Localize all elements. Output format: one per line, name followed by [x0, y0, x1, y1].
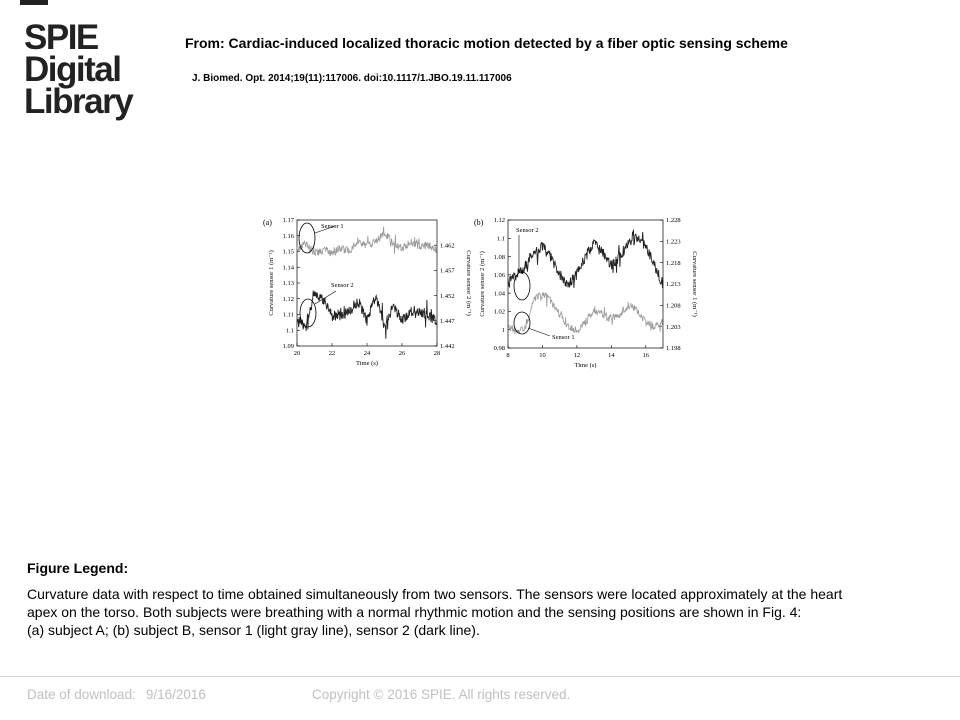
chart0-frame — [297, 220, 437, 346]
chart1-ytick-right-label: 1.223 — [666, 238, 681, 246]
chart1-ytick-label: 1.12 — [493, 217, 505, 225]
chart0-annotation-sensor-1-circle — [299, 223, 315, 253]
chart0-xtick-label: 22 — [328, 350, 336, 357]
logo-line-3: Library — [24, 82, 133, 121]
article-citation: J. Biomed. Opt. 2014;19(11):117006. doi:10.1117/1.JBO.19.11.117006 — [192, 73, 512, 84]
chart0-series-sensor-1-line — [297, 227, 437, 256]
figure — [255, 208, 700, 373]
chart1-annotation-sensor-2-label: Sensor 2 — [516, 227, 539, 234]
chart1-ytick-label: 1.06 — [493, 272, 505, 280]
chart0-xtick-label: 24 — [363, 350, 371, 357]
chart1-ytick-right-label: 1.218 — [666, 259, 681, 267]
chart0-ytick-right-label: 1.442 — [440, 343, 455, 351]
chart0-ytick-right-label: 1.447 — [440, 318, 455, 325]
chart1-xtick-label: 14 — [608, 352, 615, 359]
footer-divider — [0, 676, 960, 677]
chart0-ytick-label: 1.16 — [282, 232, 294, 240]
download-date-label: Date of download: — [27, 687, 136, 702]
spie-digital-library-logo — [24, 18, 133, 121]
chart0-ytick-label: 1.09 — [282, 343, 294, 351]
article-title: From: Cardiac-induced localized thoracic motion detected by a fiber optic sensing scheme — [185, 35, 788, 51]
chart0-ytick-right-label: 1.457 — [440, 267, 455, 275]
corner-mark — [20, 0, 48, 5]
legend-line-2: apex on the torso. Both subjects were breathing with a normal rhythmic motion and the sensing positions are shown in Fig. 4: — [27, 604, 802, 620]
chart1-ytick-label: 1.02 — [493, 308, 505, 316]
chart1-ytick-label: 1.1 — [496, 235, 505, 243]
chart1-annotation-sensor-1-leader — [528, 328, 550, 336]
chart1-y-axis-right-title: Curvature sensor 1 (m⁻¹) — [691, 251, 698, 317]
download-date-value: 9/16/2016 — [145, 687, 206, 702]
copyright-notice: Copyright © 2016 SPIE. All rights reserved. — [312, 687, 571, 702]
chart0-ytick-right-label: 1.452 — [440, 292, 455, 300]
chart1-ytick-right-label: 1.213 — [666, 281, 681, 289]
chart1-xtick-label: 10 — [539, 352, 546, 359]
chart0-y-axis-right-title: Curvature sensor 2 (m⁻¹) — [465, 250, 472, 316]
chart0-annotation-sensor-2-label: Sensor 2 — [331, 282, 354, 289]
chart0-annotation-sensor-1-label: Sensor 1 — [321, 223, 344, 230]
chart1-ytick-right-label: 1.208 — [666, 302, 681, 310]
logo-line-2: Digital — [24, 50, 121, 89]
chart1-ytick-right-label: 1.203 — [666, 323, 681, 331]
chart0-xtick-label: 20 — [293, 350, 301, 357]
chart1-x-axis-title: Time (s) — [574, 362, 597, 369]
chart1-annotation-sensor-2-circle — [514, 272, 530, 300]
chart0-ytick-label: 1.17 — [282, 217, 294, 225]
chart1-frame — [508, 220, 663, 348]
chart1-annotation-sensor-1-label: Sensor 1 — [552, 334, 575, 341]
chart0-ytick-label: 1.1 — [285, 327, 294, 335]
chart1-annotation-sensor-1-circle — [514, 312, 530, 334]
chart0-ytick-label: 1.12 — [282, 295, 294, 303]
chart1-series-sensor-1-line — [508, 292, 663, 334]
chart1-xtick-label: 8 — [506, 352, 510, 359]
chart0-panel-label: (a) — [263, 218, 272, 227]
chart0-x-axis-title: Time (s) — [356, 360, 378, 367]
chart0-ytick-right-label: 1.462 — [440, 242, 455, 250]
chart1-y-axis-title: Curvature sensor 2 (m⁻¹) — [479, 251, 486, 317]
chart1-panel-label: (b) — [474, 218, 484, 227]
legend-line-3: (a) subject A; (b) subject B, sensor 1 (light gray line), sensor 2 (dark line). — [27, 622, 480, 638]
chart1-xtick-label: 16 — [642, 352, 650, 359]
chart1-series-sensor-2-line — [508, 230, 663, 289]
chart0-series-sensor-2-line — [297, 291, 437, 339]
figure-svg — [255, 208, 700, 373]
chart0-ytick-label: 1.14 — [282, 264, 294, 272]
chart0-ytick-label: 1.13 — [282, 280, 294, 288]
chart1-ytick-right-label: 1.228 — [666, 217, 681, 225]
chart1-ytick-label: 1.04 — [493, 290, 505, 298]
chart1-xtick-label: 12 — [573, 352, 581, 359]
chart1-ytick-right-label: 1.198 — [666, 345, 681, 353]
chart0-xtick-label: 26 — [398, 350, 406, 357]
chart0-y-axis-title: Curvature sensor 1 (m⁻¹) — [268, 250, 275, 316]
chart1-ytick-label: 1 — [501, 326, 505, 334]
chart0-ytick-label: 1.15 — [282, 248, 294, 256]
logo-line-1: SPIE — [24, 18, 98, 57]
chart0-xtick-label: 28 — [433, 350, 441, 357]
chart1-ytick-label: 1.08 — [493, 253, 505, 261]
chart1-ytick-label: 0.98 — [493, 345, 505, 353]
chart0-ytick-label: 1.11 — [282, 311, 294, 319]
download-date — [27, 687, 206, 702]
figure-legend-heading: Figure Legend: — [27, 560, 129, 576]
figure-legend-text — [27, 585, 960, 639]
legend-line-1: Curvature data with respect to time obtained simultaneously from two sensors. The sensors were located approximately at the heart — [27, 586, 843, 602]
